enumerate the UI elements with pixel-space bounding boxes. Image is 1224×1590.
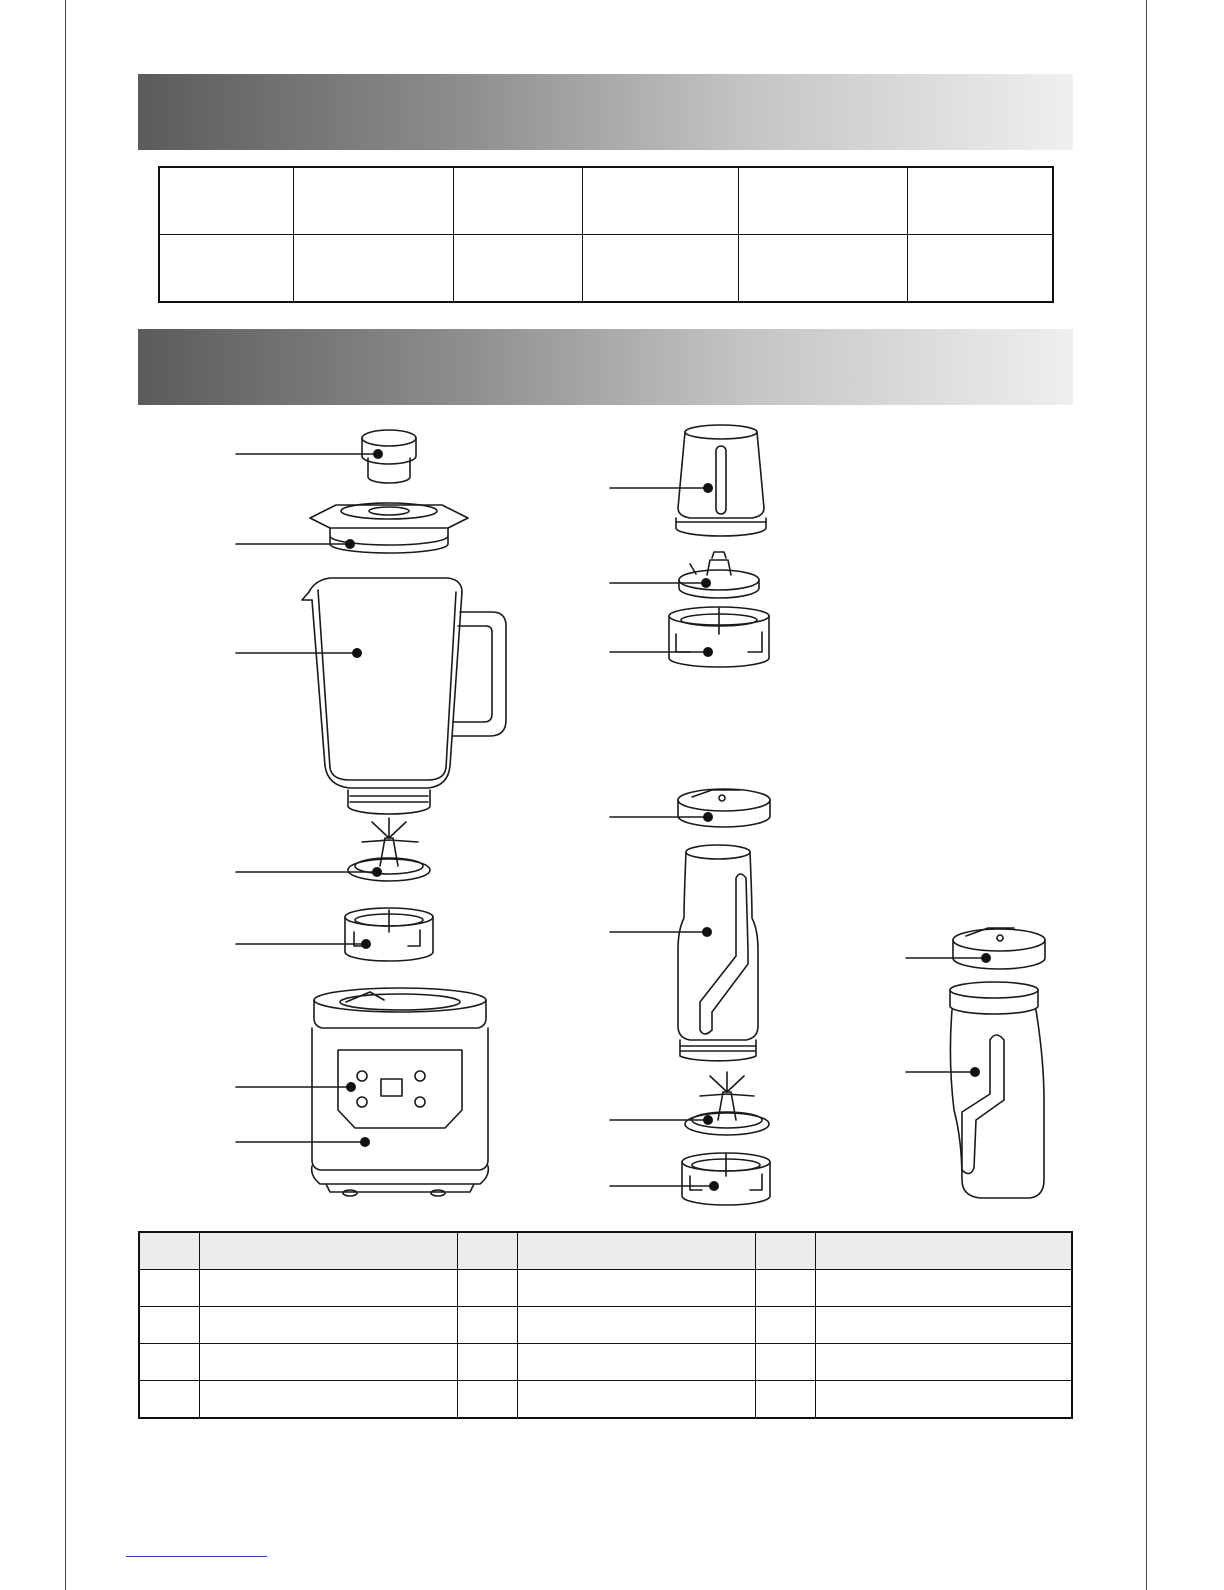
- parts-cell: [518, 1381, 756, 1419]
- parts-cell: [816, 1307, 1073, 1344]
- grinder-blade-holder: [669, 607, 769, 667]
- jug-blade-holder: [345, 908, 433, 961]
- parts-cell: [756, 1344, 816, 1381]
- jug-lid-cap: [362, 430, 416, 483]
- parts-cell: [458, 1344, 518, 1381]
- parts-row: [139, 1381, 1072, 1419]
- bottle-lid-right: [953, 928, 1045, 969]
- parts-cell: [139, 1232, 200, 1270]
- parts-row: [139, 1307, 1072, 1344]
- parts-cell: [518, 1344, 756, 1381]
- footer-link-underline[interactable]: [126, 1556, 267, 1557]
- callout-dots: [345, 449, 991, 1191]
- parts-cell: [458, 1381, 518, 1419]
- parts-cell: [756, 1232, 816, 1270]
- parts-cell: [139, 1381, 200, 1419]
- parts-cell: [816, 1344, 1073, 1381]
- motor-base: [312, 988, 489, 1196]
- blender-jug: [302, 578, 506, 814]
- sport-bottle-large: [678, 845, 758, 1061]
- parts-cell: [518, 1307, 756, 1344]
- parts-cell: [200, 1232, 458, 1270]
- parts-cell: [518, 1232, 756, 1270]
- parts-cell: [458, 1307, 518, 1344]
- callout-leaders: [236, 454, 986, 1186]
- parts-cell: [756, 1381, 816, 1419]
- bottle-lid-middle: [678, 789, 770, 827]
- parts-cell: [816, 1232, 1073, 1270]
- parts-cell: [200, 1270, 458, 1307]
- parts-cell: [139, 1270, 200, 1307]
- jug-lid: [310, 503, 468, 553]
- parts-header-row: [139, 1232, 1072, 1270]
- parts-cell: [756, 1270, 816, 1307]
- bottle-blade-holder: [682, 1153, 770, 1205]
- parts-list-table: [138, 1231, 1073, 1419]
- bottle-blade-assembly: [685, 1072, 769, 1135]
- parts-row: [139, 1270, 1072, 1307]
- parts-cell: [200, 1344, 458, 1381]
- parts-cell: [200, 1381, 458, 1419]
- parts-cell: [816, 1270, 1073, 1307]
- tumbler-bottle: [950, 982, 1044, 1198]
- parts-cell: [139, 1307, 200, 1344]
- parts-cell: [816, 1381, 1073, 1419]
- parts-cell: [756, 1307, 816, 1344]
- parts-cell: [458, 1270, 518, 1307]
- parts-cell: [458, 1232, 518, 1270]
- grinder-blade: [679, 552, 759, 598]
- grinder-cup: [676, 425, 766, 536]
- parts-cell: [200, 1307, 458, 1344]
- parts-cell: [139, 1344, 200, 1381]
- parts-row: [139, 1344, 1072, 1381]
- parts-cell: [518, 1270, 756, 1307]
